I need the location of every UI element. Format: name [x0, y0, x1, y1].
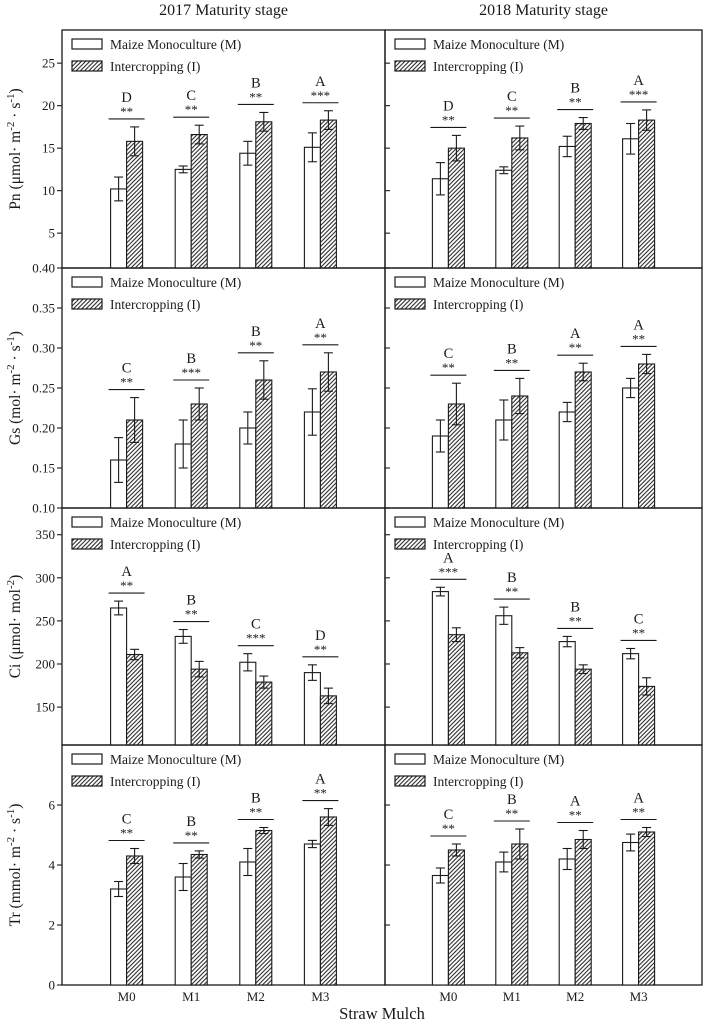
bar-ci-2018-M2-monoculture — [559, 642, 575, 745]
bar-tr-2017-M1-intercropping — [191, 855, 207, 986]
sig-letter-pn-2018-M2: B — [570, 80, 581, 97]
legend-swatch-monoculture-tr-2017 — [72, 754, 102, 764]
legend-swatch-monoculture-pn-2017 — [72, 39, 102, 49]
bar-gs-2018-M2-intercropping — [575, 372, 591, 508]
sig-letter-ci-2017-M0: A — [121, 564, 132, 581]
bar-ci-2017-M0-monoculture — [111, 608, 127, 745]
y-tick-label-ci-2017: 150 — [35, 699, 55, 715]
legend-label-intercropping-pn-2018: Intercropping (I) — [433, 59, 524, 74]
y-tick-label-gs-2017: 0.30 — [32, 340, 55, 356]
legend-swatch-monoculture-gs-2017 — [72, 277, 102, 287]
sig-stars-gs-2017-M3: ** — [313, 329, 327, 345]
bar-ci-2018-M3-monoculture — [623, 654, 639, 745]
bar-ci-2017-M1-intercropping — [191, 669, 207, 745]
bar-tr-2018-M2-intercropping — [575, 840, 591, 986]
sig-letter-tr-2017-M2: B — [250, 790, 261, 807]
bar-pn-2018-M3-intercropping — [639, 120, 655, 268]
legend-label-intercropping-ci-2018: Intercropping (I) — [433, 537, 524, 552]
bar-pn-2017-M2-intercropping — [256, 122, 272, 268]
sig-stars-gs-2018-M3: ** — [632, 331, 646, 347]
sig-letter-ci-2018-M2: B — [570, 599, 581, 616]
axis-label-ci: Ci (μmol· mol$^{-2}$) — [5, 574, 24, 679]
bar-ci-2017-M0-intercropping — [127, 655, 143, 745]
bar-pn-2017-M1-intercropping — [191, 135, 207, 268]
bar-pn-2018-M2-monoculture — [559, 146, 575, 268]
sig-letter-ci-2018-M3: C — [633, 611, 644, 628]
sig-stars-ci-2017-M3: ** — [313, 641, 327, 657]
sig-letter-pn-2017-M3: A — [315, 73, 326, 90]
sig-stars-tr-2018-M0: ** — [441, 821, 455, 836]
legend-label-intercropping-gs-2017: Intercropping (I) — [110, 297, 201, 312]
legend-swatch-intercropping-gs-2017 — [72, 299, 102, 309]
sig-letter-pn-2018-M1: C — [506, 89, 517, 106]
legend-label-intercropping-tr-2018: Intercropping (I) — [433, 774, 524, 789]
bar-tr-2018-M0-intercropping — [448, 850, 464, 985]
sig-letter-gs-2018-M1: B — [506, 341, 517, 358]
legend-swatch-intercropping-ci-2018 — [395, 539, 425, 549]
legend-label-intercropping-tr-2017: Intercropping (I) — [110, 774, 201, 789]
bar-tr-2018-M3-intercropping — [639, 832, 655, 985]
legend-label-monoculture-pn-2017: Maize Monoculture (M) — [110, 37, 242, 52]
sig-stars-gs-2017-M0: ** — [120, 374, 134, 390]
sig-stars-ci-2018-M0: *** — [438, 564, 459, 580]
bar-gs-2018-M3-monoculture — [623, 388, 639, 508]
sig-letter-gs-2018-M3: A — [633, 317, 644, 334]
legend-swatch-monoculture-ci-2017 — [72, 517, 102, 527]
sig-stars-pn-2018-M3: *** — [628, 86, 649, 102]
sig-letter-ci-2018-M1: B — [506, 570, 517, 587]
bar-pn-2017-M1-monoculture — [175, 169, 191, 268]
bar-gs-2018-M3-intercropping — [639, 364, 655, 508]
bar-pn-2018-M2-intercropping — [575, 124, 591, 269]
sig-stars-gs-2017-M2: ** — [249, 337, 263, 353]
sig-letter-pn-2017-M1: C — [186, 88, 197, 105]
bar-gs-2018-M2-monoculture — [559, 412, 575, 508]
y-tick-label-pn-2017: 20 — [42, 98, 55, 114]
bar-ci-2017-M1-monoculture — [175, 636, 191, 745]
sig-letter-tr-2017-M0: C — [121, 811, 132, 828]
axis-label-tr: Tr (mmol· $m^{-2} \cdot s^{-1}$) — [5, 803, 24, 927]
sig-letter-ci-2017-M3: D — [315, 627, 326, 644]
x-tick-label-M3: M3 — [629, 989, 648, 1004]
x-tick-label-M1: M1 — [182, 989, 201, 1004]
sig-letter-gs-2017-M1: B — [186, 351, 197, 367]
sig-stars-ci-2018-M2: ** — [568, 613, 582, 629]
y-tick-label-gs-2017: 0.35 — [32, 300, 55, 316]
bar-tr-2018-M2-monoculture — [559, 859, 575, 985]
sig-letter-ci-2018-M0: A — [443, 550, 454, 567]
legend-swatch-monoculture-gs-2018 — [395, 277, 425, 287]
y-tick-label-tr-2017: 4 — [48, 857, 55, 873]
legend-swatch-intercropping-gs-2018 — [395, 299, 425, 309]
sig-stars-gs-2018-M2: ** — [568, 340, 582, 356]
x-tick-label-M2: M2 — [246, 989, 265, 1004]
sig-stars-ci-2018-M3: ** — [632, 625, 646, 641]
sig-stars-pn-2017-M0: ** — [120, 103, 134, 119]
sig-letter-tr-2018-M0: C — [443, 807, 454, 823]
bar-gs-2017-M3-intercropping — [320, 372, 336, 508]
sig-letter-gs-2017-M0: C — [121, 360, 132, 377]
legend-label-monoculture-gs-2017: Maize Monoculture (M) — [110, 275, 242, 290]
bar-pn-2018-M0-intercropping — [448, 148, 464, 268]
sig-letter-pn-2018-M0: D — [443, 98, 454, 115]
sig-stars-pn-2017-M1: ** — [184, 102, 198, 118]
y-tick-label-pn-2017: 10 — [42, 183, 55, 199]
axis-label-pn: Pn $(\mu mol\cdot m^{-2} \cdot s^{-1})$ — [5, 88, 24, 210]
bar-tr-2018-M1-intercropping — [512, 844, 528, 985]
sig-stars-ci-2017-M1: ** — [184, 606, 198, 622]
sig-letter-pn-2017-M0: D — [121, 89, 132, 106]
y-tick-label-gs-2017: 0.10 — [32, 500, 55, 516]
sig-letter-gs-2017-M2: B — [250, 323, 261, 340]
sig-stars-pn-2017-M2: ** — [249, 89, 263, 105]
bar-tr-2017-M1-monoculture — [175, 877, 191, 985]
sig-stars-pn-2017-M3: *** — [310, 87, 331, 103]
sig-letter-gs-2018-M0: C — [443, 346, 454, 363]
bar-tr-2017-M3-intercropping — [320, 817, 336, 985]
legend-swatch-intercropping-pn-2018 — [395, 61, 425, 71]
sig-stars-pn-2018-M1: ** — [505, 103, 519, 119]
sig-stars-tr-2017-M3: ** — [313, 785, 327, 801]
bar-ci-2017-M2-monoculture — [240, 662, 256, 745]
sig-stars-pn-2018-M0: ** — [441, 112, 455, 128]
y-tick-label-gs-2017: 0.25 — [32, 380, 55, 396]
y-tick-label-ci-2017: 250 — [35, 613, 55, 629]
bar-pn-2017-M3-intercropping — [320, 120, 336, 268]
bar-pn-2017-M2-monoculture — [240, 153, 256, 268]
sig-stars-pn-2018-M2: ** — [568, 94, 582, 110]
y-tick-label-ci-2017: 300 — [35, 570, 55, 586]
sig-letter-ci-2017-M1: B — [186, 592, 197, 609]
legend-label-monoculture-gs-2018: Maize Monoculture (M) — [433, 275, 565, 290]
column-title-2017: 2017 Maturity stage — [159, 2, 288, 19]
sig-letter-gs-2017-M3: A — [315, 315, 326, 332]
bar-ci-2017-M3-monoculture — [304, 673, 320, 745]
y-tick-label-tr-2017: 2 — [48, 917, 55, 933]
bar-ci-2018-M1-intercropping — [512, 653, 528, 745]
bar-tr-2017-M3-monoculture — [304, 844, 320, 985]
sig-letter-tr-2018-M3: A — [633, 790, 644, 807]
bar-pn-2018-M3-monoculture — [623, 139, 639, 268]
sig-stars-tr-2017-M0: ** — [120, 825, 134, 841]
sig-stars-tr-2017-M2: ** — [249, 804, 263, 820]
legend-swatch-intercropping-tr-2017 — [72, 776, 102, 786]
x-tick-label-M1: M1 — [502, 989, 521, 1004]
legend-swatch-monoculture-ci-2018 — [395, 517, 425, 527]
sig-letter-tr-2017-M1: B — [186, 813, 197, 830]
sig-letter-ci-2017-M2: C — [250, 616, 261, 633]
bar-pn-2017-M0-intercropping — [127, 141, 143, 268]
sig-letter-gs-2018-M2: A — [569, 326, 581, 343]
bar-tr-2017-M0-intercropping — [127, 856, 143, 985]
sig-stars-tr-2018-M3: ** — [632, 804, 646, 820]
legend-label-monoculture-ci-2018: Maize Monoculture (M) — [433, 515, 565, 530]
legend-label-monoculture-tr-2018: Maize Monoculture (M) — [433, 752, 565, 767]
sig-stars-ci-2018-M1: ** — [505, 584, 519, 600]
y-tick-label-pn-2017: 25 — [42, 55, 55, 71]
legend-swatch-intercropping-ci-2017 — [72, 539, 102, 549]
y-tick-label-pn-2017: 15 — [42, 140, 55, 156]
bar-tr-2017-M2-monoculture — [240, 862, 256, 985]
x-tick-label-M3: M3 — [311, 989, 330, 1004]
y-tick-label-pn-2017: 5 — [48, 225, 55, 241]
sig-stars-ci-2017-M2: *** — [246, 630, 266, 646]
legend-label-monoculture-tr-2017: Maize Monoculture (M) — [110, 752, 242, 767]
bar-tr-2017-M2-intercropping — [256, 831, 272, 986]
bar-tr-2017-M0-monoculture — [111, 889, 127, 985]
legend-label-monoculture-ci-2017: Maize Monoculture (M) — [110, 515, 242, 530]
sig-stars-ci-2017-M0: ** — [120, 578, 134, 594]
axis-label-gs: Gs $(mol\cdot m^{-2} \cdot s^{-1})$ — [5, 331, 24, 445]
legend-swatch-monoculture-pn-2018 — [395, 39, 425, 49]
bar-tr-2018-M0-monoculture — [432, 876, 448, 986]
legend-label-intercropping-ci-2017: Intercropping (I) — [110, 537, 201, 552]
legend-swatch-intercropping-pn-2017 — [72, 61, 102, 71]
bar-pn-2018-M1-intercropping — [512, 138, 528, 268]
sig-stars-gs-2017-M1: *** — [181, 365, 201, 380]
sig-letter-pn-2017-M2: B — [250, 75, 261, 92]
x-axis-title: Straw Mulch — [339, 1004, 425, 1023]
legend-swatch-monoculture-tr-2018 — [395, 754, 425, 764]
sig-letter-tr-2017-M3: A — [315, 771, 326, 788]
sig-letter-tr-2018-M1: B — [506, 792, 517, 808]
bar-pn-2018-M1-monoculture — [496, 170, 512, 268]
x-tick-label-M0: M0 — [439, 989, 458, 1004]
sig-stars-gs-2018-M1: ** — [505, 355, 519, 371]
sig-letter-pn-2018-M3: A — [633, 72, 644, 89]
bar-tr-2018-M3-monoculture — [623, 843, 639, 986]
legend-label-intercropping-gs-2018: Intercropping (I) — [433, 297, 524, 312]
legend-label-monoculture-pn-2018: Maize Monoculture (M) — [433, 37, 565, 52]
sig-letter-tr-2018-M2: A — [569, 793, 581, 810]
bar-ci-2017-M2-intercropping — [256, 682, 272, 745]
column-title-2018: 2018 Maturity stage — [479, 2, 608, 19]
sig-stars-tr-2017-M1: ** — [184, 827, 198, 843]
sig-stars-tr-2018-M2: ** — [568, 807, 582, 823]
x-tick-label-M0: M0 — [117, 989, 136, 1004]
y-tick-label-gs-2017: 0.15 — [32, 460, 55, 476]
x-tick-label-M2: M2 — [566, 989, 585, 1004]
legend-swatch-intercropping-tr-2018 — [395, 776, 425, 786]
y-tick-label-ci-2017: 350 — [35, 527, 55, 543]
sig-stars-gs-2018-M0: ** — [441, 360, 455, 376]
sig-stars-tr-2018-M1: ** — [505, 806, 519, 821]
bar-pn-2017-M3-monoculture — [304, 147, 320, 268]
y-tick-label-tr-2017: 0 — [48, 977, 55, 993]
bar-ci-2018-M2-intercropping — [575, 669, 591, 745]
bar-ci-2018-M1-monoculture — [496, 616, 512, 745]
y-tick-label-ci-2017: 200 — [35, 656, 55, 672]
bar-tr-2018-M1-monoculture — [496, 862, 512, 985]
bar-ci-2018-M0-monoculture — [432, 592, 448, 745]
y-tick-label-gs-2017: 0.40 — [32, 260, 55, 276]
bar-ci-2018-M0-intercropping — [448, 635, 464, 745]
y-tick-label-gs-2017: 0.20 — [32, 420, 55, 436]
y-tick-label-tr-2017: 6 — [48, 797, 55, 813]
legend-label-intercropping-pn-2017: Intercropping (I) — [110, 59, 201, 74]
